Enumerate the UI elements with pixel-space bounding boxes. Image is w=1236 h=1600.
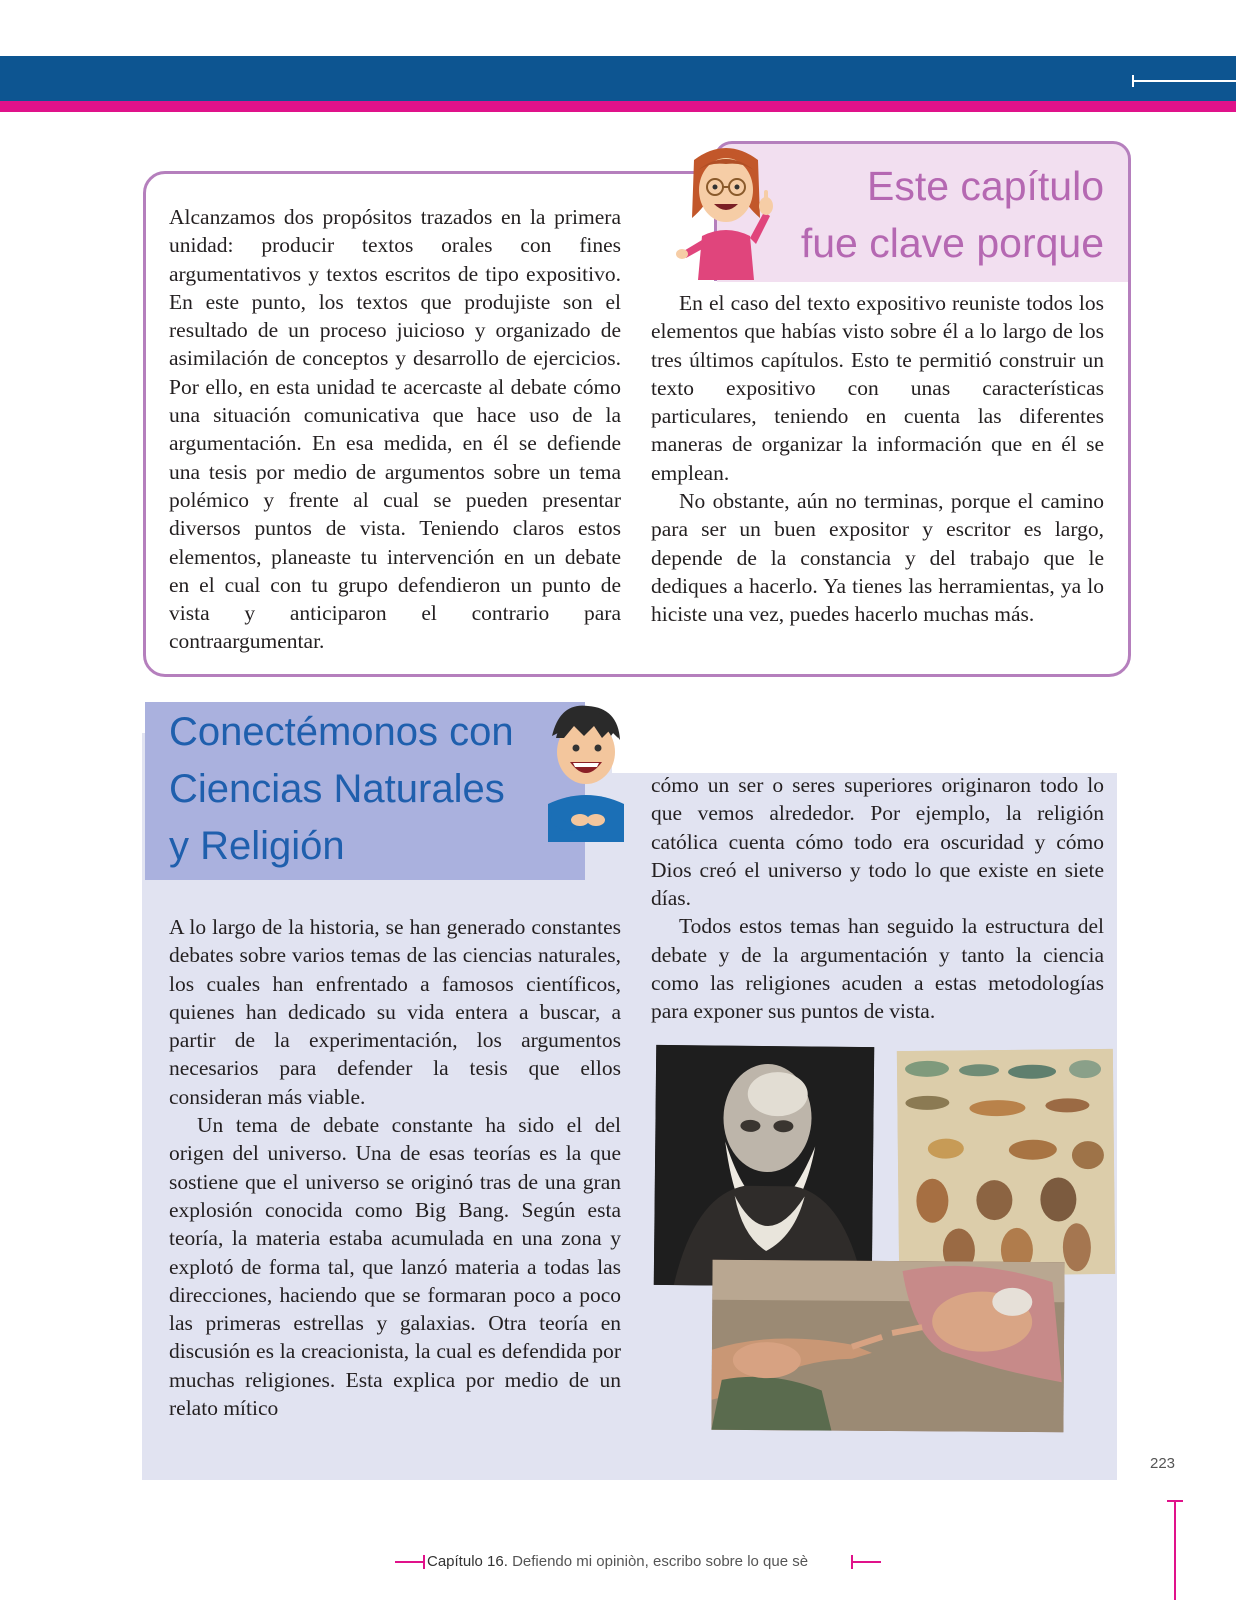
conectemos-paragraph-1: A lo largo de la historia, se han generado constantes debates sobre varios temas de las ciencias naturales, los cuales han enfrentado a famosos científicos, quienes han dedicado su vida entera a buscar, a partir de la experimentación, los argumentos necesarios para defender la tesis que ellos consideran más viable. [169,915,621,1109]
evolution-animals-plate [897,1049,1115,1276]
clave-left-column [169,203,621,656]
header-rule-tick [1132,75,1134,87]
header-rule [1132,80,1236,82]
conectemos-paragraph-4: Todos estos temas han seguido la estructura del debate y de la argumentación y tanto la ciencia como las religiones acuden a estas metodologías para exponer sus puntos de vista. [651,914,1104,1024]
header-accent-stripe [0,101,1236,112]
footer [395,1550,895,1574]
conectemos-title: Conectémonos con Ciencias Naturales y Religión [169,710,514,868]
clave-paragraph-2: En el caso del texto expositivo reuniste todos los elementos que habías visto sobre él a lo largo de los tres últimos capítulos. Esto te permitió construir un texto expositivo con unas características particulares, teniendo en cuenta las diferentes maneras de organizar la información que en él se emplean. [651,291,1104,485]
page-number: 223 [1150,1455,1176,1472]
girl-with-glasses-icon [676,140,776,280]
clave-title: Este capítulo fue clave porque [800,163,1104,266]
conectemos-paragraph-3: cómo un ser o seres superiores originaron todo lo que vemos alrededor. Por ejemplo, la religión católica cuenta cómo todo era oscuridad y cómo Dios creó el universo y todo lo que existe en siete días. [651,773,1104,911]
clave-right-column [651,289,1104,629]
boy-smiling-icon [540,702,630,842]
creation-fresco [711,1260,1064,1432]
clave-paragraph-1: Alcanzamos dos propósitos trazados en la primera unidad: producir textos orales con fines argumentativos y textos escritos de tipo expositivo. En este punto, los textos que produjiste son el resultado de un proceso juicioso y organizado de asimilación de conceptos y desarrollo de ejercicios. Por ello, en esta unidad te acercaste al debate cómo una situación comunicativa que hace uso de la argumentación. En esa medida, en él se defiende una tesis por medio de argumentos sobre un tema polémico y frente al cual se pueden presentar diversos puntos de vista. Teniendo claros estos elementos, planeaste tu intervención en un debate en el cual con tu grupo defendieron un punto de vista y anticiparon el contrario para contraargumentar. [169,205,621,654]
conectemos-right-column [651,771,1104,1026]
clave-paragraph-3: No obstante, aún no terminas, porque el camino para ser un buen expositor y escritor es largo, depende de la constancia y del trabajo que le dediques a hacerlo. Ya tienes las herramientas, ya lo hiciste una vez, puedes hacerlo muchas más. [651,489,1104,627]
conectemos-paragraph-2: Un tema de debate constante ha sido el del origen del universo. Una de esas teorías es la que sostiene que el universo se originó tras de una gran explosión conocida como Big Bang. Según esta teoría, la materia estaba acumulada en una zona y explotó de forma tal, que lanzó materia a todas las direcciones, haciendo que se formaran poco a poco las primeras estrellas y galaxias. Otra teoría en discusión es la creacionista, la cual es defendida por muchas religiones. Esta explica por medio de un relato mítico [169,1113,621,1421]
footer-chapter-label: Capítulo 16. [427,1553,508,1570]
conectemos-left-column [169,913,621,1422]
margin-rule [1174,1500,1176,1600]
bearded-scientist-portrait [654,1045,875,1287]
footer-chapter-title: Defiendo mi opiniòn, escribo sobre lo que sè [512,1553,809,1570]
header-bar [0,56,1236,102]
